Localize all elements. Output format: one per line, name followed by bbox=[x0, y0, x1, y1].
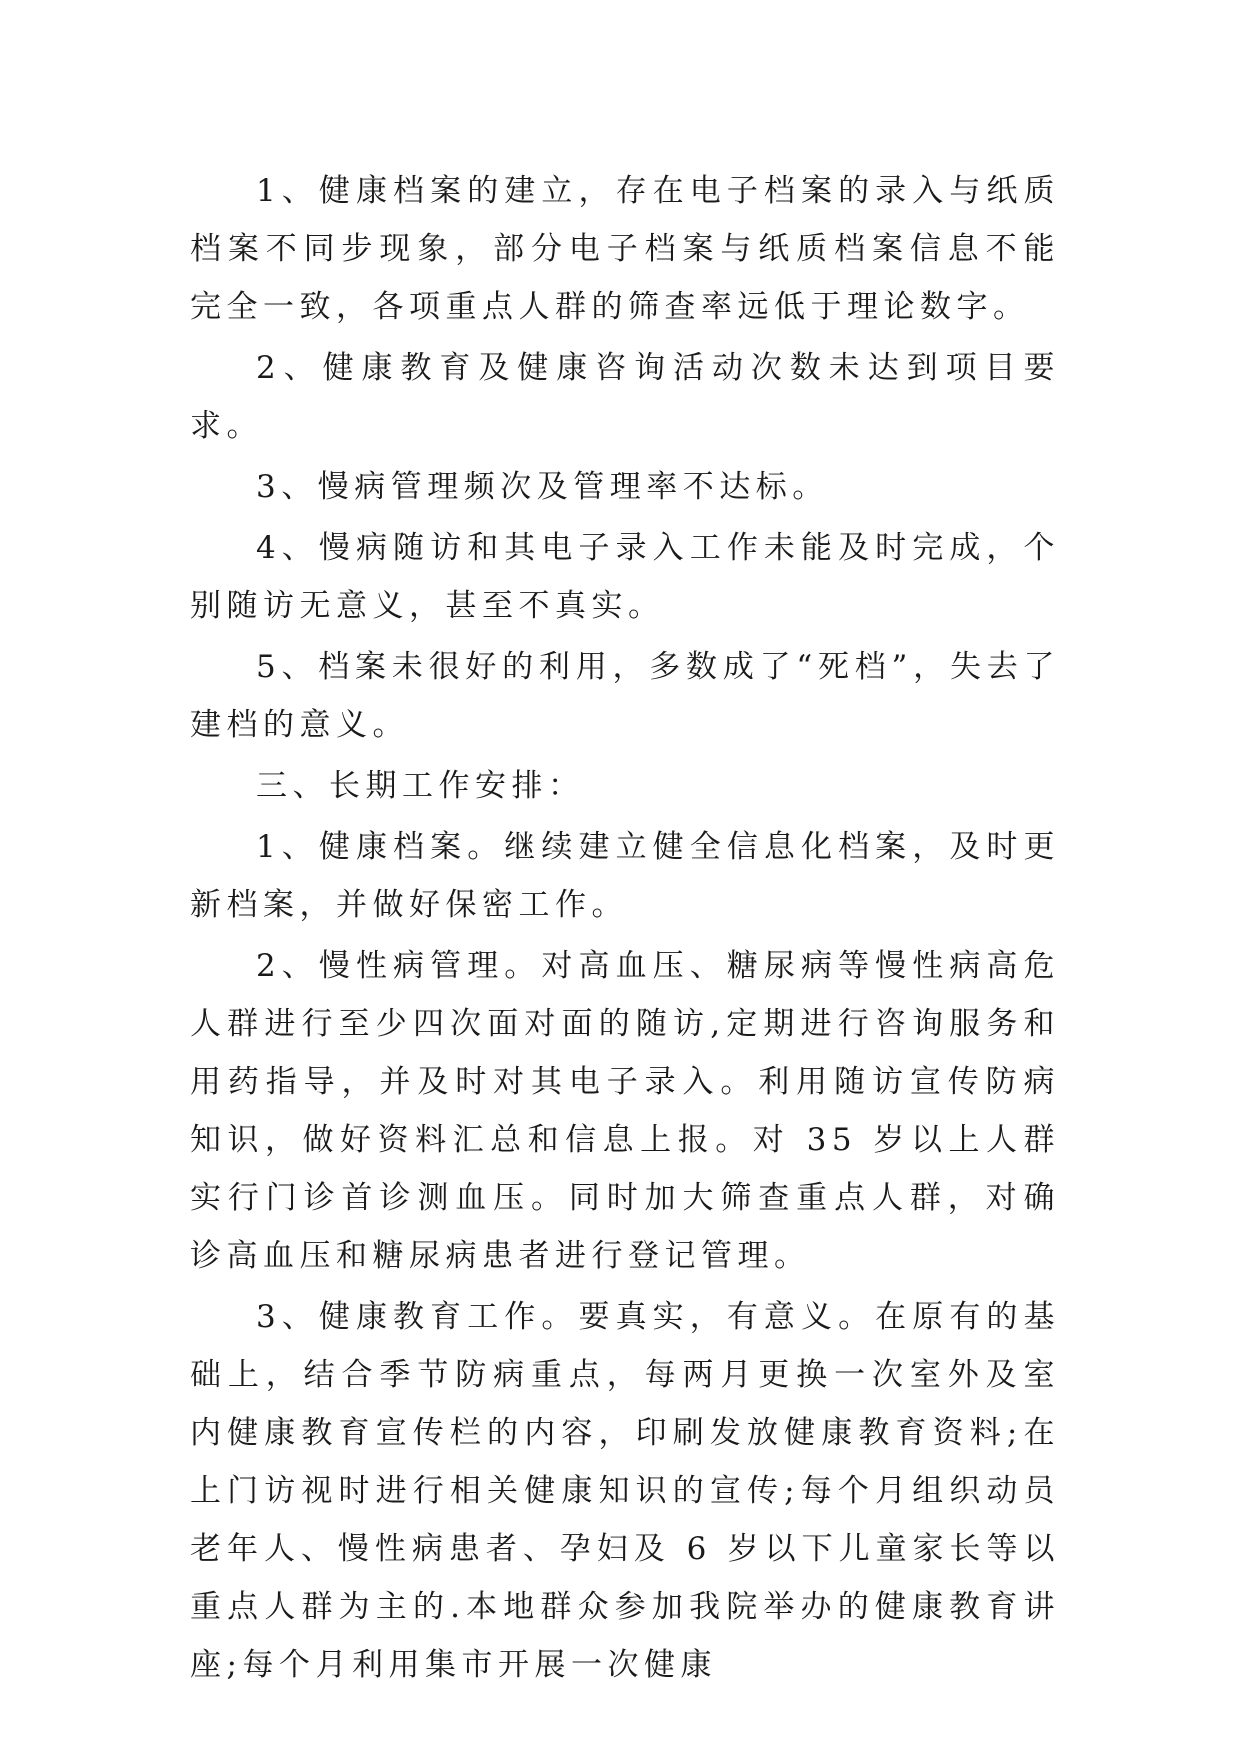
document-body bbox=[190, 162, 1060, 1697]
paragraph-issue-2: 2、健康教育及健康咨询活动次数未达到项目要求。 bbox=[190, 350, 1060, 444]
paragraph-plan-2: 2、慢性病管理。对高血压、糖尿病等慢性病高危人群进行至少四次面对面的随访,定期进行咨询服务和用药指导，并及时对其电子录入。利用随访宣传防病知识，做好资料汇总和信息上报。对 35 岁以上人群实行门诊首诊测血压。同时加大筛查重点人群，对确诊高血压和糖尿病患者进行登记管理。 bbox=[190, 948, 1060, 1274]
paragraph-plan-3: 3、健康教育工作。要真实，有意义。在原有的基础上，结合季节防病重点，每两月更换一次室外及室内健康教育宣传栏的内容，印刷发放健康教育资料;在上门访视时进行相关健康知识的宣传;每个月组织动员老年人、慢性病患者、孕妇及 6 岁以下儿童家长等以重点人群为主的.本地群众参加我院举办的健康教育讲座;每个月利用集市开展一次健康 bbox=[190, 1299, 1060, 1683]
paragraph-plan-1: 1、健康档案。继续建立健全信息化档案，及时更新档案，并做好保密工作。 bbox=[190, 829, 1060, 923]
paragraph-issue-3: 3、慢病管理频次及管理率不达标。 bbox=[256, 469, 829, 505]
section-heading-long-term-plan: 三、长期工作安排： bbox=[256, 768, 585, 804]
paragraph-issue-4: 4、慢病随访和其电子录入工作未能及时完成，个别随访无意义，甚至不真实。 bbox=[190, 530, 1060, 624]
paragraph-issue-1: 1、健康档案的建立，存在电子档案的录入与纸质档案不同步现象，部分电子档案与纸质档案信息不能完全一致，各项重点人群的筛查率远低于理论数字。 bbox=[190, 173, 1060, 325]
paragraph-issue-5: 5、档案未很好的利用，多数成了“死档”，失去了建档的意义。 bbox=[190, 649, 1060, 743]
